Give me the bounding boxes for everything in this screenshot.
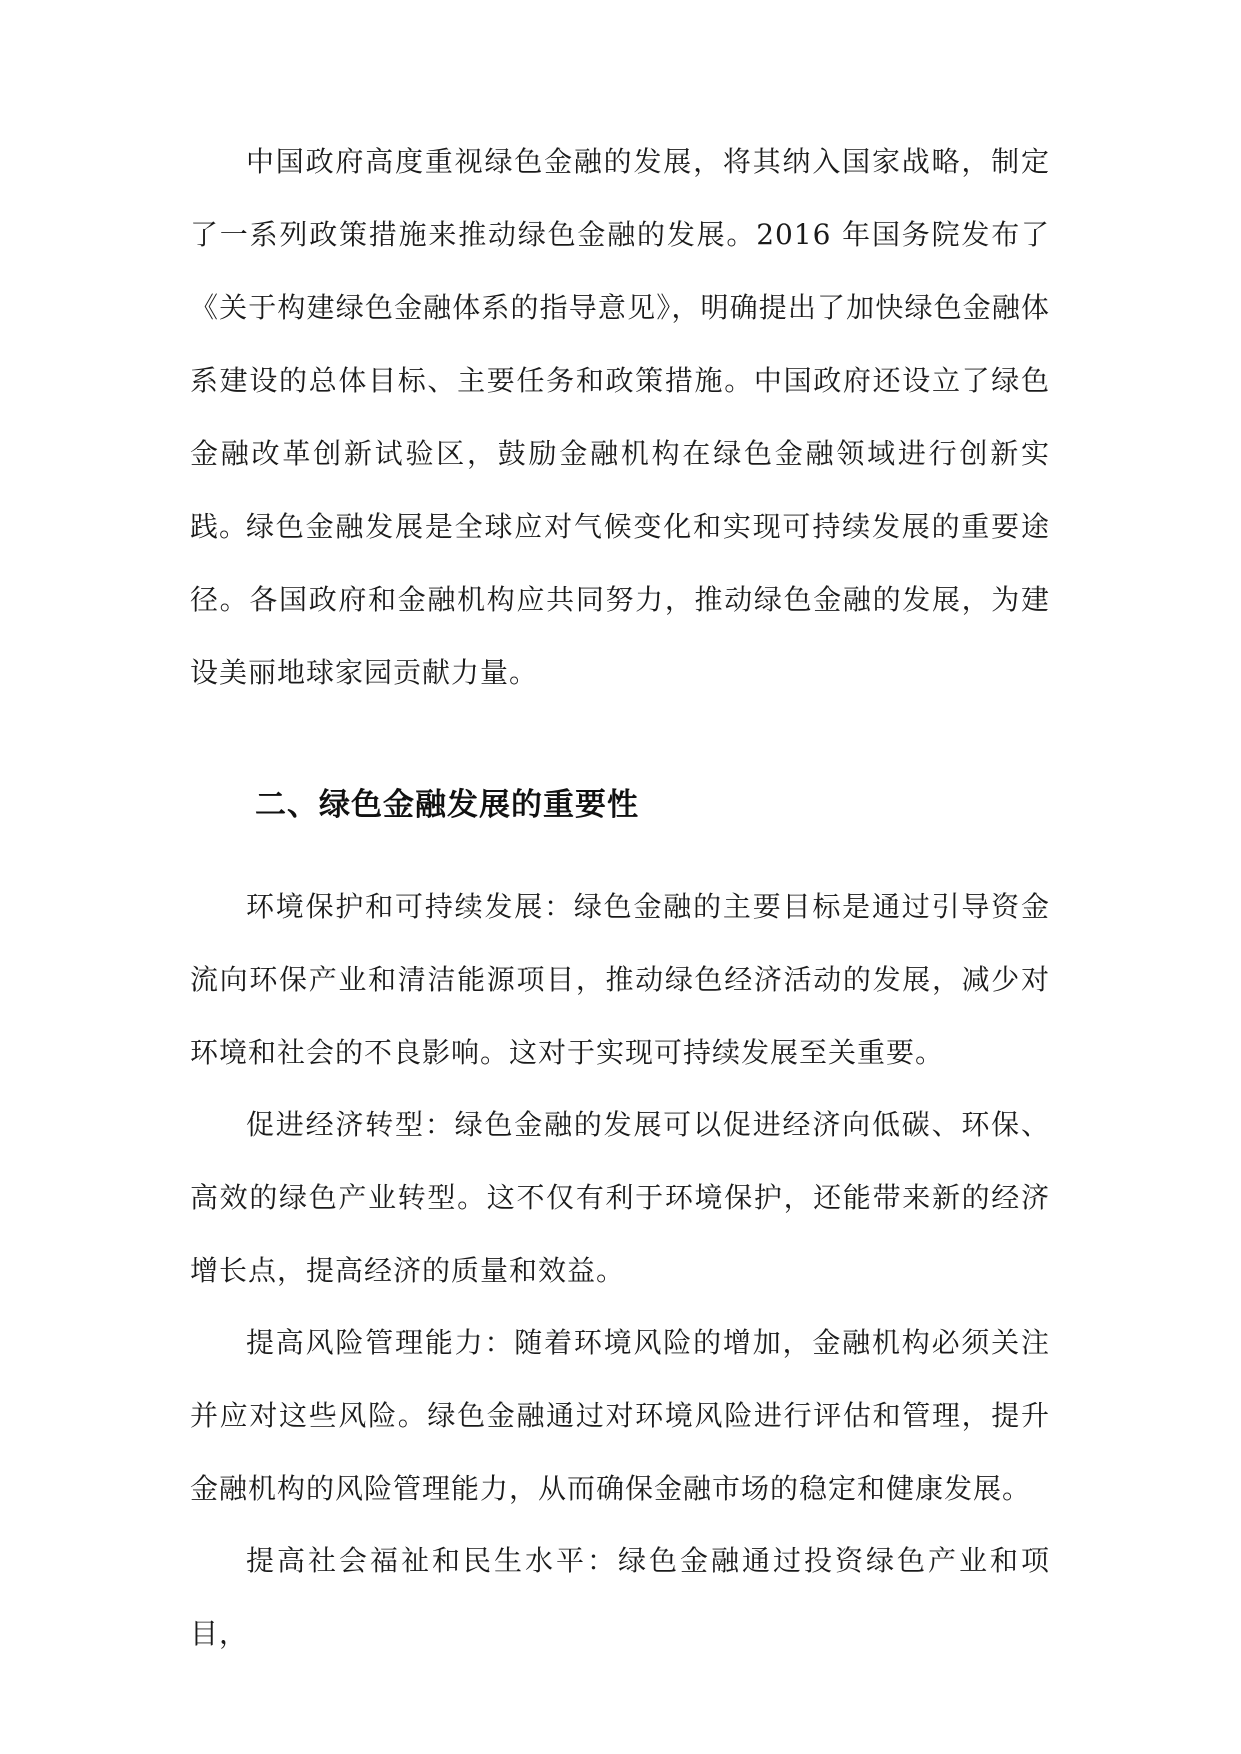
paragraph-economic-transformation: 促进经济转型：绿色金融的发展可以促进经济向低碳、环保、高效的绿色产业转型。这不仅有利于环境保护，还能带来新的经济增长点，提高经济的质量和效益。 (190, 1108, 1050, 1287)
paragraph-environmental-protection: 环境保护和可持续发展：绿色金融的主要目标是通过引导资金流向环保产业和清洁能源项目，推动绿色经济活动的发展，减少对环境和社会的不良影响。这对于实现可持续发展至关重要。 (190, 890, 1050, 1069)
paragraph-green-finance-policy: 中国政府高度重视绿色金融的发展，将其纳入国家战略，制定了一系列政策措施来推动绿色金融的发展。2016 年国务院发布了《关于构建绿色金融体系的指导意见》，明确提出了加快绿色金融体系建设的总体目标、主要任务和政策措施。中国政府还设立了绿色金融改革创新试验区，鼓励金融机构在绿色金融领域进行创新实践。 (190, 145, 1050, 543)
section-heading: 二、绿色金融发展的重要性 (255, 787, 639, 823)
paragraph-risk-management: 提高风险管理能力：随着环境风险的增加，金融机构必须关注并应对这些风险。绿色金融通过对环境风险进行评估和管理，提升金融机构的风险管理能力，从而确保金融市场的稳定和健康发展。 (190, 1326, 1050, 1505)
paragraph-social-welfare: 提高社会福祉和民生水平：绿色金融通过投资绿色产业和项目， (190, 1544, 1050, 1650)
paragraph-global-importance: 绿色金融发展是全球应对气候变化和实现可持续发展的重要途径。各国政府和金融机构应共同努力，推动绿色金融的发展，为建设美丽地球家园贡献力量。 (190, 510, 1050, 689)
